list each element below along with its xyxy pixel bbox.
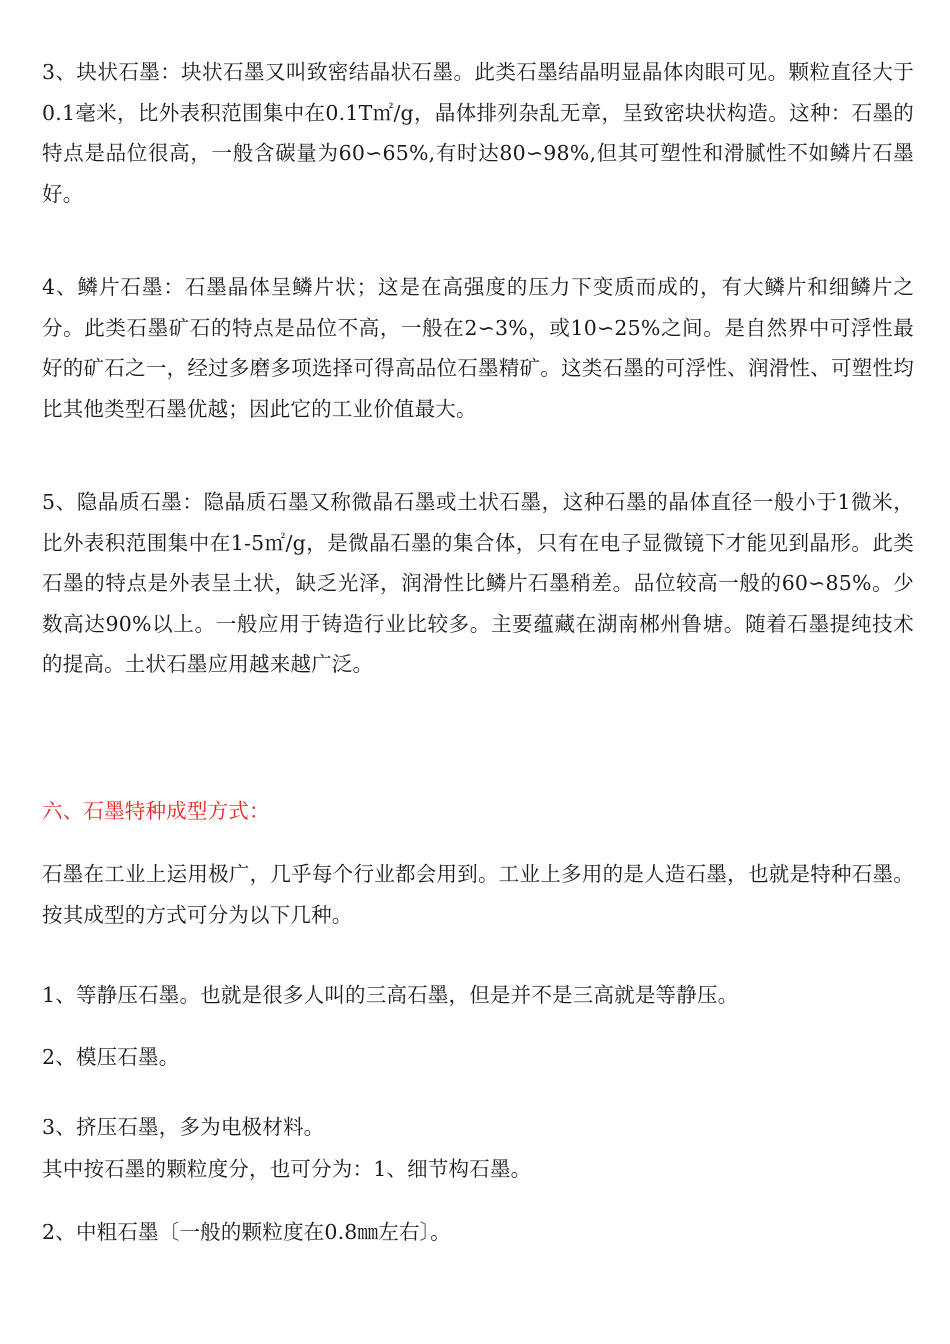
list-item-medium-coarse: 2、中粗石墨〔一般的颗粒度在0.8㎜左右〕。 — [42, 1220, 451, 1244]
paragraph-flake-graphite: 4、鳞片石墨：石墨晶体呈鳞片状；这是在高强度的压力下变质而成的，有大鳞片和细鳞片之分。此类石墨矿石的特点是品位不高，一般在2∽3%，或10∽25%之间。是自然界中可浮性最好的矿石之一，经过多磨多项选择可得高品位石墨精矿。这类石墨的可浮性、润滑性、可塑性均比其他类型石墨优越；因此它的工业价值最大。 — [42, 275, 914, 421]
list-item-molded: 2、模压石墨。 — [42, 1045, 180, 1069]
list-item-isostatic: 1、等静压石墨。也就是很多人叫的三高石墨，但是并不是三高就是等静压。 — [42, 983, 739, 1007]
paragraph-cryptocrystalline-graphite: 5、隐晶质石墨：隐晶质石墨又称微晶石墨或土状石墨，这种石墨的晶体直径一般小于1微米，比外表积范围集中在1-5㎡/g，是微晶石墨的集合体，只有在电子显微镜下才能见到晶形。此类石墨的特点是外表呈土状，缺乏光泽，润滑性比鳞片石墨稍差。品位较高一般的60∽85%。少数高达90%以上。一般应用于铸造行业比较多。主要蕴藏在湖南郴州鲁塘。随着石墨提纯技术的提高。土状石墨应用越来越广泛。 — [42, 490, 914, 676]
section-heading-forming-methods: 六、石墨特种成型方式： — [42, 799, 270, 823]
paragraph-block-graphite: 3、块状石墨：块状石墨又叫致密结晶状石墨。此类石墨结晶明显晶体肉眼可见。颗粒直径大于0.1毫米，比外表积范围集中在0.1T㎡/g，晶体排列杂乱无章，呈致密块状构造。这种：石墨的特点是品位很高，一般含碳量为60∽65%,有时达80∽98%,但其可塑性和滑腻性不如鳞片石墨好。 — [42, 60, 914, 206]
paragraph-grain-size-classification: 其中按石墨的颗粒度分，也可分为：1、细节构石墨。 — [42, 1157, 532, 1181]
paragraph-intro-special-graphite: 石墨在工业上运用极广，几乎每个行业都会用到。工业上多用的是人造石墨，也就是特种石墨。按其成型的方式可分为以下几种。 — [42, 862, 914, 927]
list-item-extruded: 3、挤压石墨，多为电极材料。 — [42, 1115, 325, 1139]
